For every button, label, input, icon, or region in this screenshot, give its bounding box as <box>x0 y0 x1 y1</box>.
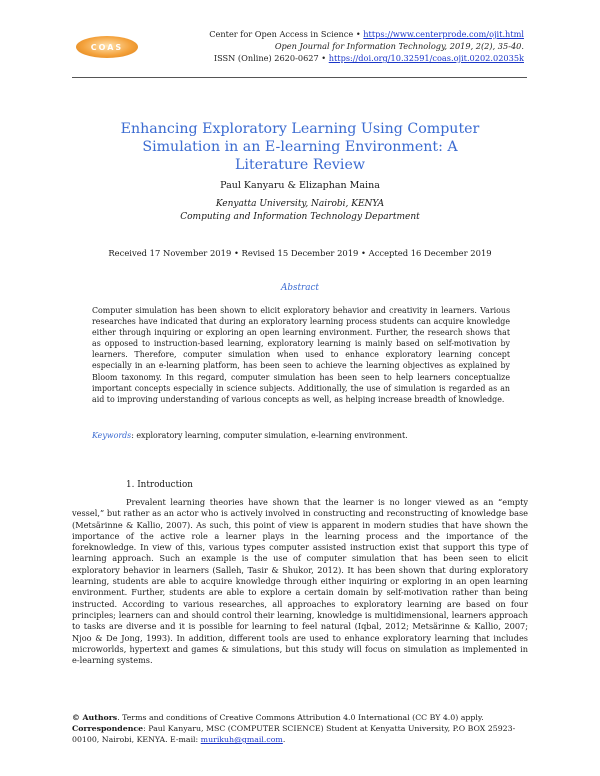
footnote-authors-label: © Authors <box>72 713 118 722</box>
section-heading: 1. Introduction <box>126 480 193 490</box>
journal-header <box>209 28 524 64</box>
keywords-text: : exploratory learning, computer simulation, e-learning environment. <box>131 431 408 440</box>
abstract-text: Computer simulation has been shown to elicit exploratory behavior and creativity in learners. Various researches have indicated that during an exploratory learning process students can acquire knowledge either through inquiring or exploring an open learning environment. Further, the research shows that as opposed to instruction-based learning, exploratory learning is mainly based on self-motivation by learners. Therefore, computer simulation when used to enhance exploratory learning concept especially in an e-learning platform, has been seen to achieve the learning objectives as explained by Bloom taxonomy. In this regard, computer simulation has been seen to help learners conceptualize important concepts especially in science subjects. Additionally, the use of simulation is regarded as an aid to improving understanding of various concepts as well, as helping increase breadth of knowledge. <box>92 306 510 404</box>
header-divider <box>72 77 527 78</box>
footnote: © Authors. Terms and conditions of Creative Commons Attribution 4.0 International (CC BY 4.0) apply. Correspondence: Paul Kanyaru, MSC (COMPUTER SCIENCE) Student at Kenyatta University, P.O BOX 25923-00100, Nairobi, KENYA. E-mail: murikuh@gmail.com. <box>72 713 516 744</box>
introduction-text: Prevalent learning theories have shown that the learner is no longer viewed as an “empty vessel,” but rather as an actor who is actively involved in constructing and reconstructing of knowledge base (Metsärinne & Kallio, 2007). As such, this point of view is apparent in modern studies that have shown the importance of the active role a learner plays in the learning process and the importance of the foreknowledge. In view of this, various types computer assisted instruction exist that support this type of learning approach. Such an example is the use of computer simulation that has been seen to elicit exploratory behavior in learners (Salleh, Tasir & Shukor, 2012). It has been shown that during exploratory learning, students are able to acquire knowledge through either inquiring or exploring in an open learning environment. Further, students are able to explore a certain domain by self-motivation rather than being instructed. According to various researches, all approaches to exploratory learning are based on four principles; learners can and should control their learning, knowledge is multidimensional, learners approach to tasks are diverse and it is possible for learning to feel natural (Iqbal, 2012; Metsärinne & Kallio, 2007; Njoo & De Jong, 1993). In addition, different tools are used to enhance exploratory learning that includes microworlds, hypertext and games & simulations, but this study will focus on simulation as implemented in e-learning systems. <box>72 497 528 666</box>
logo-text: COAS <box>90 42 124 52</box>
paper-title: Enhancing Exploratory Learning Using Computer Simulation in an E-learning Environment: A Literature Review <box>120 121 480 173</box>
header-line-1: Center for Open Access in Science • https://www.centerprode.com/ojit.html <box>209 29 524 39</box>
abstract-heading: Abstract <box>281 283 319 293</box>
doi-link[interactable]: https://doi.org/10.32591/coas.ojit.0202.02035k <box>328 53 524 63</box>
affiliation-department: Computing and Information Technology Department <box>180 212 420 222</box>
coas-logo <box>76 36 138 58</box>
journal-url-link[interactable]: https://www.centerprode.com/ojit.html <box>363 29 524 39</box>
affiliation-university: Kenyatta University, Nairobi, KENYA <box>215 199 385 209</box>
email-link[interactable]: murikuh@gmail.com <box>200 735 283 744</box>
keywords <box>92 431 510 440</box>
header-line-2: Open Journal for Information Technology, 2019, 2(2), 35-40. <box>274 41 524 51</box>
header-line-3: ISSN (Online) 2620-0627 • https://doi.org/10.32591/coas.ojit.0202.02035k <box>213 53 524 63</box>
keywords-label: Keywords <box>92 431 132 440</box>
affiliation <box>0 198 600 224</box>
footnote-correspondence-label: Correspondence <box>72 724 144 733</box>
authors: Paul Kanyaru & Elizaphan Maina <box>220 180 380 191</box>
submission-dates: Received 17 November 2019 • Revised 15 December 2019 • Accepted 16 December 2019 <box>108 248 492 258</box>
